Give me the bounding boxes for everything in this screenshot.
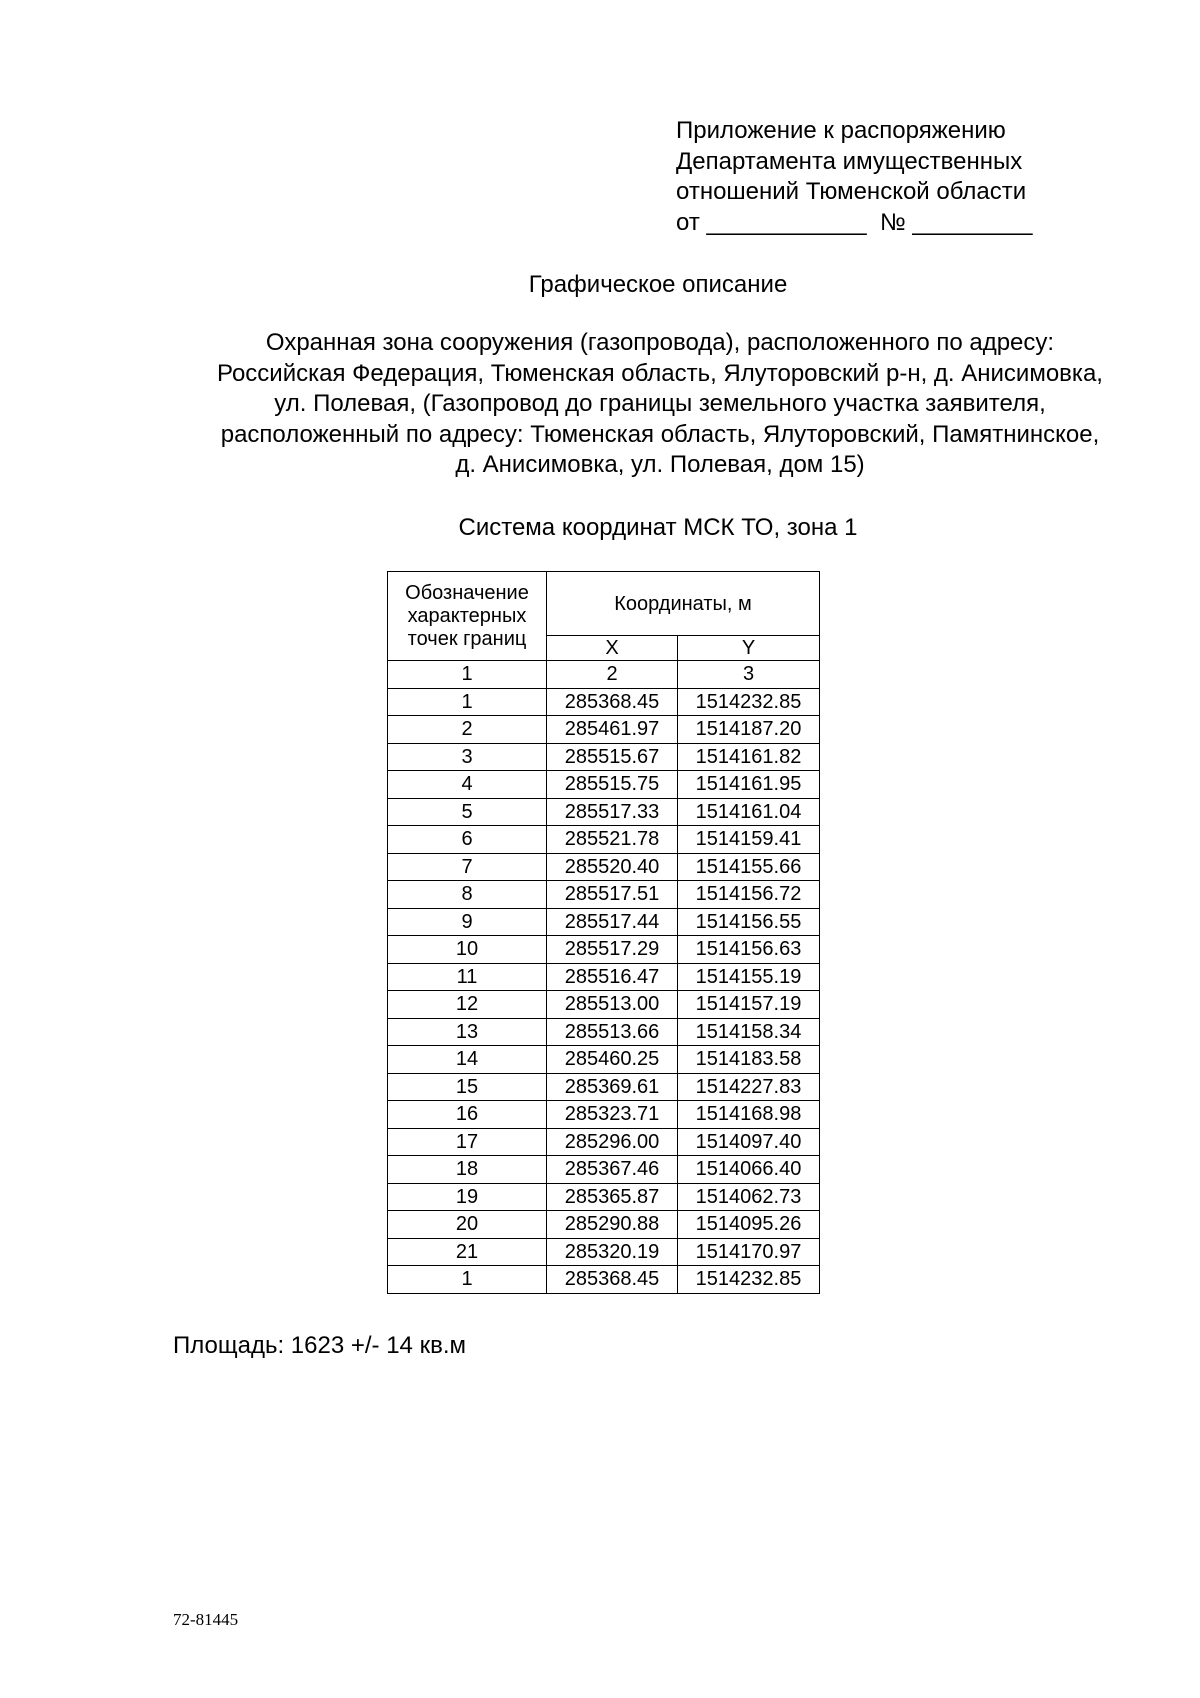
table-row: [388, 1128, 820, 1156]
point-number-cell: 14: [388, 1046, 547, 1074]
x-coordinate-cell: 285513.00: [547, 991, 678, 1019]
point-number-cell: 10: [388, 936, 547, 964]
table-row: [388, 716, 820, 744]
y-coordinate-cell: 1514183.58: [678, 1046, 820, 1074]
appendix-line: отношений Тюменской области: [676, 178, 1027, 205]
table-row: [388, 1073, 820, 1101]
subject-line: Российская Федерация, Тюменская область, Ялуторовский р-н, д. Анисимовка,: [217, 359, 1103, 387]
x-coordinate-cell: 285515.75: [547, 771, 678, 799]
x-coordinate-cell: 285521.78: [547, 826, 678, 854]
y-coordinate-cell: 1514156.55: [678, 908, 820, 936]
table-row: [388, 881, 820, 909]
y-coordinate-cell: 1514227.83: [678, 1073, 820, 1101]
x-coordinate-cell: 285296.00: [547, 1128, 678, 1156]
point-number-cell: 11: [388, 963, 547, 991]
point-number-cell: 1: [388, 688, 547, 716]
appendix-line: Приложение к распоряжению: [676, 117, 1006, 144]
table-row: [388, 1183, 820, 1211]
appendix-block: [676, 116, 1033, 238]
area-label: Площадь: 1623 +/- 14 кв.м: [173, 1332, 466, 1359]
subject-line: расположенный по адресу: Тюменская область, Ялуторовский, Памятнинское,: [220, 420, 1100, 448]
y-coordinate-cell: 1514161.95: [678, 771, 820, 799]
appendix-line: Департамента имущественных: [676, 147, 1023, 175]
point-number-cell: 4: [388, 771, 547, 799]
subject-description: [160, 328, 1160, 481]
point-number-cell: 19: [388, 1183, 547, 1211]
document-heading: Графическое описание: [528, 271, 788, 298]
table-row: [388, 1211, 820, 1239]
table-row: [388, 1238, 820, 1266]
y-coordinate-cell: 1514161.82: [678, 743, 820, 771]
header-coordinates: Координаты, м: [547, 572, 820, 636]
table-row: [388, 798, 820, 826]
point-number-cell: 12: [388, 991, 547, 1019]
point-number-cell: 21: [388, 1238, 547, 1266]
y-coordinate-cell: 1514168.98: [678, 1101, 820, 1129]
y-coordinate-cell: 1514095.26: [678, 1211, 820, 1239]
x-coordinate-cell: 285368.45: [547, 688, 678, 716]
header-points-line: Обозначение: [405, 581, 529, 604]
coordinates-table: [387, 571, 820, 1294]
document-number: 72-81445: [173, 1610, 239, 1629]
x-coordinate-cell: 285367.46: [547, 1156, 678, 1184]
table-row: [388, 1101, 820, 1129]
table-row: [388, 963, 820, 991]
y-coordinate-cell: 1514161.04: [678, 798, 820, 826]
x-coordinate-cell: 285516.47: [547, 963, 678, 991]
point-number-cell: 9: [388, 908, 547, 936]
subject-line: Охранная зона сооружения (газопровода), расположенного по адресу:: [265, 329, 1055, 356]
header-y: Y: [678, 636, 820, 661]
point-number-cell: 16: [388, 1101, 547, 1129]
y-coordinate-cell: 1514158.34: [678, 1018, 820, 1046]
y-coordinate-cell: 1514170.97: [678, 1238, 820, 1266]
point-number-cell: 15: [388, 1073, 547, 1101]
table-row: [388, 1156, 820, 1184]
point-number-cell: 8: [388, 881, 547, 909]
x-coordinate-cell: 285320.19: [547, 1238, 678, 1266]
y-coordinate-cell: 1514187.20: [678, 716, 820, 744]
table-row: [388, 771, 820, 799]
x-coordinate-cell: 285517.33: [547, 798, 678, 826]
table-row: [388, 991, 820, 1019]
table-row: [388, 908, 820, 936]
point-number-cell: 7: [388, 853, 547, 881]
point-number-cell: 1: [388, 1266, 547, 1294]
point-number-cell: 18: [388, 1156, 547, 1184]
y-coordinate-cell: 1514156.72: [678, 881, 820, 909]
point-number-cell: 3: [388, 743, 547, 771]
y-coordinate-cell: 1514155.66: [678, 853, 820, 881]
table-row: [388, 1266, 820, 1294]
x-coordinate-cell: 285369.61: [547, 1073, 678, 1101]
y-coordinate-cell: 1514156.63: [678, 936, 820, 964]
x-coordinate-cell: 285323.71: [547, 1101, 678, 1129]
point-number-cell: 6: [388, 826, 547, 854]
x-coordinate-cell: 285517.44: [547, 908, 678, 936]
point-number-cell: 13: [388, 1018, 547, 1046]
appendix-date-number-line: от ____________ № _________: [676, 208, 1033, 236]
coordinates-table-body: [388, 688, 820, 1293]
table-row: [388, 853, 820, 881]
y-coordinate-cell: 1514097.40: [678, 1128, 820, 1156]
table-row: [388, 936, 820, 964]
y-coordinate-cell: 1514155.19: [678, 963, 820, 991]
column-number: 3: [678, 661, 820, 689]
y-coordinate-cell: 1514062.73: [678, 1183, 820, 1211]
x-coordinate-cell: 285517.51: [547, 881, 678, 909]
x-coordinate-cell: 285520.40: [547, 853, 678, 881]
column-number: 2: [547, 661, 678, 689]
table-row: [388, 1046, 820, 1074]
x-coordinate-cell: 285513.66: [547, 1018, 678, 1046]
point-number-cell: 5: [388, 798, 547, 826]
coordinate-system-label: Система координат МСК ТО, зона 1: [458, 514, 858, 541]
x-coordinate-cell: 285290.88: [547, 1211, 678, 1239]
header-points-line: характерных: [407, 604, 527, 627]
y-coordinate-cell: 1514066.40: [678, 1156, 820, 1184]
x-coordinate-cell: 285515.67: [547, 743, 678, 771]
x-coordinate-cell: 285461.97: [547, 716, 678, 744]
header-x: X: [547, 636, 678, 661]
column-number: 1: [388, 661, 547, 689]
table-row: [388, 826, 820, 854]
point-number-cell: 17: [388, 1128, 547, 1156]
subject-line: ул. Полевая, (Газопровод до границы земельного участка заявителя,: [274, 390, 1046, 417]
table-row: [388, 1018, 820, 1046]
x-coordinate-cell: 285365.87: [547, 1183, 678, 1211]
y-coordinate-cell: 1514159.41: [678, 826, 820, 854]
subject-line: д. Анисимовка, ул. Полевая, дом 15): [455, 451, 865, 478]
point-number-cell: 20: [388, 1211, 547, 1239]
x-coordinate-cell: 285460.25: [547, 1046, 678, 1074]
table-row: [388, 743, 820, 771]
header-points-line: точек границ: [407, 627, 527, 650]
x-coordinate-cell: 285517.29: [547, 936, 678, 964]
x-coordinate-cell: 285368.45: [547, 1266, 678, 1294]
y-coordinate-cell: 1514232.85: [678, 688, 820, 716]
header-points: [388, 572, 547, 661]
table-row: [388, 688, 820, 716]
point-number-cell: 2: [388, 716, 547, 744]
y-coordinate-cell: 1514232.85: [678, 1266, 820, 1294]
y-coordinate-cell: 1514157.19: [678, 991, 820, 1019]
